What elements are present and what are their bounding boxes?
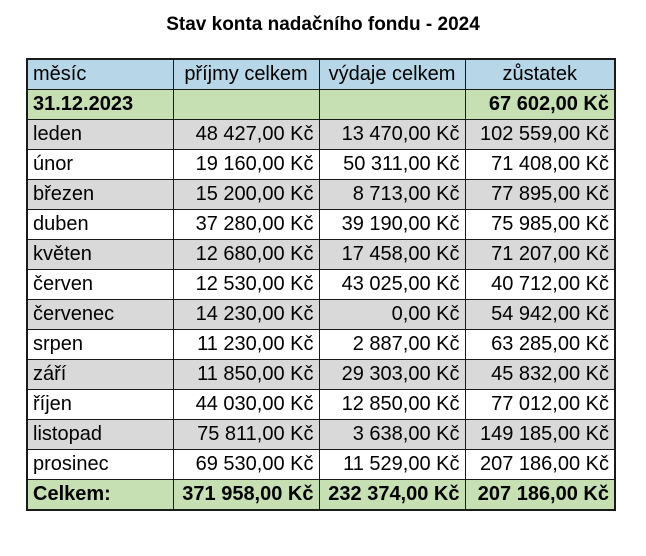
row-expenses: 29 303,00 Kč — [319, 360, 465, 390]
row-balance: 75 985,00 Kč — [465, 210, 615, 240]
row-income: 12 680,00 Kč — [173, 240, 319, 270]
row-balance: 77 012,00 Kč — [465, 390, 615, 420]
opening-balance-row — [27, 90, 615, 120]
fund-account-table — [26, 58, 616, 511]
row-income: 15 200,00 Kč — [173, 180, 319, 210]
row-month: únor — [27, 150, 173, 180]
row-expenses: 0,00 Kč — [319, 300, 465, 330]
row-expenses: 43 025,00 Kč — [319, 270, 465, 300]
table-row — [27, 180, 615, 210]
row-income: 12 530,00 Kč — [173, 270, 319, 300]
header-expenses: výdaje celkem — [319, 59, 465, 90]
total-income: 371 958,00 Kč — [173, 480, 319, 511]
table-header-row — [27, 59, 615, 90]
row-expenses: 50 311,00 Kč — [319, 150, 465, 180]
table-row — [27, 300, 615, 330]
page-title: Stav konta nadačního fondu - 2024 — [166, 14, 480, 35]
row-balance: 149 185,00 Kč — [465, 420, 615, 450]
row-month: prosinec — [27, 450, 173, 480]
total-row — [27, 480, 615, 511]
row-month: květen — [27, 240, 173, 270]
row-income: 69 530,00 Kč — [173, 450, 319, 480]
table-row — [27, 390, 615, 420]
row-balance: 71 408,00 Kč — [465, 150, 615, 180]
row-month: listopad — [27, 420, 173, 450]
row-month: červen — [27, 270, 173, 300]
row-balance: 102 559,00 Kč — [465, 120, 615, 150]
row-income: 11 850,00 Kč — [173, 360, 319, 390]
table-row — [27, 420, 615, 450]
total-balance: 207 186,00 Kč — [465, 480, 615, 511]
row-expenses: 11 529,00 Kč — [319, 450, 465, 480]
row-expenses: 13 470,00 Kč — [319, 120, 465, 150]
row-month: srpen — [27, 330, 173, 360]
row-expenses: 3 638,00 Kč — [319, 420, 465, 450]
row-month: leden — [27, 120, 173, 150]
row-month: červenec — [27, 300, 173, 330]
row-income: 11 230,00 Kč — [173, 330, 319, 360]
row-month: duben — [27, 210, 173, 240]
row-balance: 63 285,00 Kč — [465, 330, 615, 360]
row-balance: 77 895,00 Kč — [465, 180, 615, 210]
row-income: 19 160,00 Kč — [173, 150, 319, 180]
row-balance: 40 712,00 Kč — [465, 270, 615, 300]
row-balance: 71 207,00 Kč — [465, 240, 615, 270]
row-month: září — [27, 360, 173, 390]
row-income: 75 811,00 Kč — [173, 420, 319, 450]
row-balance: 54 942,00 Kč — [465, 300, 615, 330]
row-expenses: 2 887,00 Kč — [319, 330, 465, 360]
row-expenses: 12 850,00 Kč — [319, 390, 465, 420]
table-row — [27, 210, 615, 240]
table-row — [27, 450, 615, 480]
total-label: Celkem: — [27, 480, 173, 511]
row-income: 44 030,00 Kč — [173, 390, 319, 420]
header-income: příjmy celkem — [173, 59, 319, 90]
table-row — [27, 240, 615, 270]
header-balance: zůstatek — [465, 59, 615, 90]
row-expenses: 8 713,00 Kč — [319, 180, 465, 210]
table-row — [27, 120, 615, 150]
row-month: březen — [27, 180, 173, 210]
header-month: měsíc — [27, 59, 173, 90]
row-income: 37 280,00 Kč — [173, 210, 319, 240]
opening-balance: 67 602,00 Kč — [465, 90, 615, 120]
row-income: 14 230,00 Kč — [173, 300, 319, 330]
opening-label: 31.12.2023 — [27, 90, 173, 120]
opening-income — [173, 90, 319, 120]
row-balance: 45 832,00 Kč — [465, 360, 615, 390]
total-expenses: 232 374,00 Kč — [319, 480, 465, 511]
opening-expenses — [319, 90, 465, 120]
table-row — [27, 330, 615, 360]
row-income: 48 427,00 Kč — [173, 120, 319, 150]
table-row — [27, 360, 615, 390]
table-row — [27, 270, 615, 300]
table-row — [27, 150, 615, 180]
row-expenses: 39 190,00 Kč — [319, 210, 465, 240]
row-month: říjen — [27, 390, 173, 420]
row-expenses: 17 458,00 Kč — [319, 240, 465, 270]
row-balance: 207 186,00 Kč — [465, 450, 615, 480]
